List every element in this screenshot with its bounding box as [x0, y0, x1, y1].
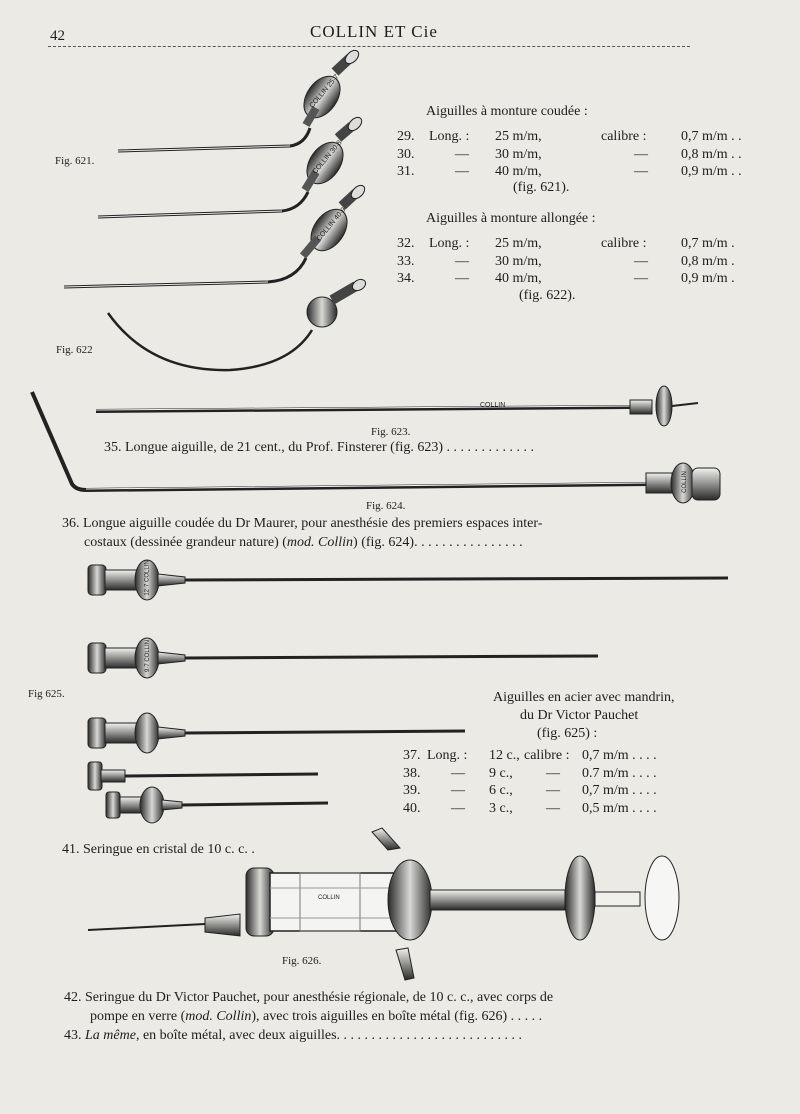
- item-42-line2: pompe en verre (mod. Collin), avec trois aiguilles en boîte métal (fig. 626) . . . . .: [90, 1009, 543, 1024]
- allongee-row-34: 34. — 40 m/m, — 0,9 m/m .: [397, 271, 735, 286]
- allongee-row-32: 32. Long. : 25 m/m, calibre : 0,7 m/m .: [397, 236, 735, 251]
- item-36-line2: costaux (dessinée grandeur nature) (mod. Collin) (fig. 624). . . . . . . . . . . . . . . .: [84, 535, 523, 550]
- fig626-label: Fig. 626.: [282, 955, 322, 967]
- fig622-curved-needle: [108, 277, 368, 370]
- pauchet-row-40: 40. — 3 c., — 0,5 m/m . . . .: [403, 800, 657, 816]
- fig621-needle-1: [118, 48, 361, 151]
- syringe-barrel-label: COLLIN: [318, 895, 340, 901]
- allongee-fig-ref: (fig. 622).: [519, 288, 576, 303]
- fig623-label: Fig. 623.: [371, 426, 411, 438]
- allongee-heading: Aiguilles à monture allongée :: [426, 211, 596, 226]
- fig623-long-needle: [96, 386, 698, 426]
- coudee-heading: Aiguilles à monture coudée :: [426, 104, 588, 119]
- pauchet-heading-3: (fig. 625) :: [537, 726, 598, 741]
- fig625-needle-4: [88, 762, 318, 790]
- item-35: 35. Longue aiguille, de 21 cent., du Prof. Finsterer (fig. 623) . . . . . . . . . . . . .: [104, 440, 535, 455]
- needle-label-30-8: COLLIN 30·8: [311, 139, 344, 176]
- coudee-row-29: 29. Long. : 25 m/m, calibre : 0,7 m/m . .: [397, 129, 742, 144]
- pauchet-heading-2: du Dr Victor Pauchet: [520, 708, 639, 723]
- fig621-label: Fig. 621.: [55, 155, 95, 167]
- page-number: 42: [50, 28, 65, 44]
- needle-label-9-7: 9·7 COLLIN: [145, 639, 152, 673]
- item-43: 43. La même, en boîte métal, avec deux aiguilles. . . . . . . . . . . . . . . . . . . . . . . . . . .: [64, 1028, 523, 1043]
- pauchet-row-37: 37. Long. : 12 c., calibre : 0,7 m/m . . . .: [403, 748, 657, 763]
- fig625-needle-1: [88, 560, 728, 600]
- item-36-line1: 36. Longue aiguille coudée du Dr Maurer, pour anesthésie des premiers espaces inter-: [62, 516, 543, 531]
- fig622-label: Fig. 622: [56, 344, 93, 356]
- coudee-fig-ref: (fig. 621).: [513, 180, 570, 195]
- needle-label-40-9: COLLIN 40·9: [315, 206, 348, 243]
- coudee-row-30: 30. — 30 m/m, — 0,8 m/m . .: [397, 146, 742, 162]
- fig625-needle-2: [88, 638, 598, 678]
- pauchet-row-39: 39. — 6 c., — 0,7 m/m . . . .: [403, 783, 657, 798]
- fig624-label: Fig. 624.: [366, 500, 406, 512]
- needle-label-12-7: 12·7 COLLIN: [144, 560, 151, 596]
- allongee-table: [397, 235, 735, 288]
- pauchet-heading-1: Aiguilles en acier avec mandrin,: [493, 690, 675, 705]
- item-41: 41. Seringue en cristal de 10 c. c. .: [62, 842, 255, 857]
- fig625-label: Fig 625.: [28, 688, 65, 700]
- allongee-row-33: 33. — 30 m/m, — 0,8 m/m .: [397, 253, 735, 269]
- page-title: COLLIN ET Cie: [310, 22, 438, 41]
- needle-label-collin-623: COLLIN: [480, 402, 506, 409]
- item-42-line1: 42. Seringue du Dr Victor Pauchet, pour anesthésie régionale, de 10 c. c., avec corps de: [64, 990, 554, 1005]
- needle-label-collin-624: COLLIN: [681, 471, 688, 493]
- fig625-needle-5: [106, 787, 328, 823]
- needle-label-25-7: COLLIN 25·7: [308, 73, 341, 110]
- coudee-row-31: 31. — 40 m/m, — 0,9 m/m . .: [397, 164, 742, 179]
- pauchet-row-38: 38. — 9 c., — 0.7 m/m . . . .: [403, 765, 657, 781]
- pauchet-table: [403, 747, 657, 817]
- coudee-table: [397, 128, 742, 181]
